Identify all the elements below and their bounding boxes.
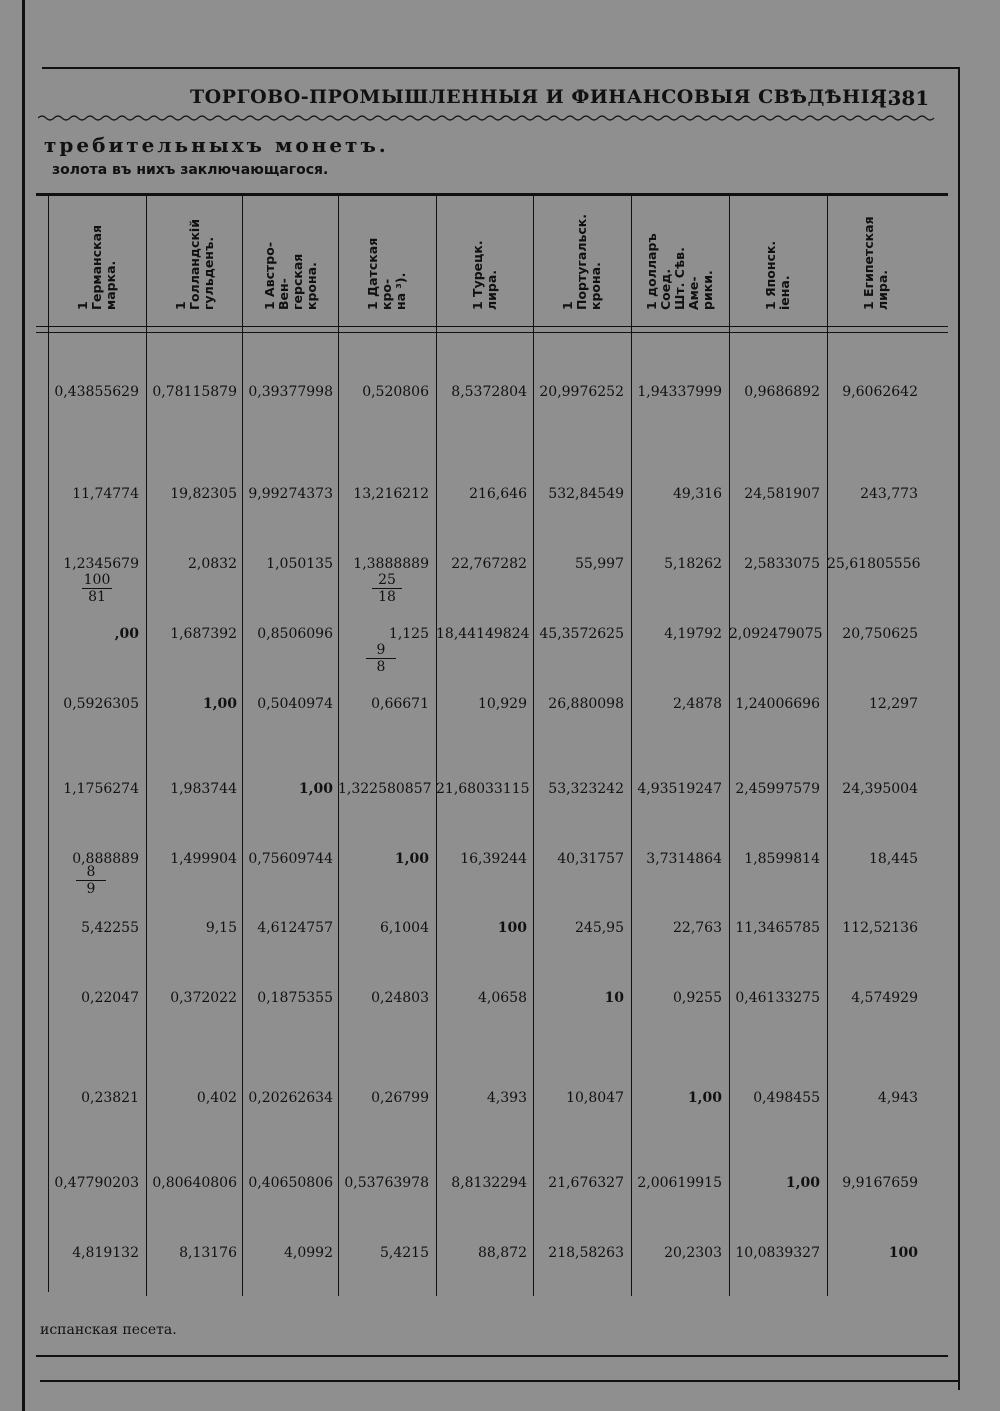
column-header — [730, 200, 826, 324]
left-margin-rule — [22, 0, 25, 1411]
column-header-label: 1 Датская кро- на ³). — [365, 237, 408, 310]
table-cell: 2,092479075 — [729, 626, 823, 642]
table-cell: 0,1875355 — [257, 990, 333, 1006]
table-cell: 40,31757 — [557, 851, 624, 867]
table-cell: 0,9686892 — [744, 384, 820, 400]
table-cell: 11,3465785 — [735, 920, 820, 936]
table-cell: 8,13176 — [179, 1245, 237, 1261]
table-cell: 245,95 — [575, 920, 624, 936]
table-cell: 0,39377998 — [248, 384, 333, 400]
table-cell: 0,372022 — [170, 990, 237, 1006]
table-cell: 0,23821 — [81, 1090, 139, 1106]
table-cell: 1,00 — [394, 851, 429, 867]
table-cell: 88,872 — [478, 1245, 527, 1261]
column-header-label: 1 Португальск. крона. — [560, 213, 604, 311]
table-cell: 9,15 — [205, 920, 237, 936]
fraction-100-81: $\frac{100}{81}$ — [83, 572, 111, 605]
fraction-9-8: $\frac{9}{8}$ — [366, 642, 396, 675]
table-cell: 2,00619915 — [637, 1175, 722, 1191]
table-cell: 1,8599814 — [744, 851, 820, 867]
table-cell: 4,819132 — [72, 1245, 139, 1261]
table-cell: 0,75609744 — [248, 851, 333, 867]
running-header-title: ТОРГОВО-ПРОМЫШЛЕННЫЯ И ФИНАНСОВЫЯ СВѢДѢНIЯ. — [190, 86, 895, 108]
table-cell: 0,5040974 — [257, 696, 333, 712]
table-cell: 9,99274373 — [248, 486, 333, 502]
table-cell: 0,5926305 — [63, 696, 139, 712]
table-cell: 25,61805556 — [827, 556, 921, 572]
table-cell: 5,42255 — [81, 920, 139, 936]
table-cell: 0,80640806 — [152, 1175, 237, 1191]
table-cell: 0,24803 — [371, 990, 429, 1006]
table-cell: 18,44149824 — [436, 626, 530, 642]
column-header-label: 1 Австро-Вен- герская крона. — [262, 241, 319, 310]
table-cell: 4,943 — [877, 1090, 918, 1106]
column-header-label: 1 Турецк. лира. — [470, 240, 499, 310]
table-cell: 1,00 — [202, 696, 237, 712]
table-cell: 21,68033115 — [436, 781, 530, 797]
table-cell: 8,8132294 — [451, 1175, 527, 1191]
table-cell: 9,9167659 — [842, 1175, 918, 1191]
table-cell: 5,4215 — [380, 1245, 429, 1261]
column-divider — [533, 196, 534, 1296]
table-cell: 13,216212 — [353, 486, 429, 502]
table-cell: 1,983744 — [170, 781, 237, 797]
table-cell: 26,880098 — [548, 696, 624, 712]
table-cell: 20,750625 — [842, 626, 918, 642]
table-cell: 8,5372804 — [451, 384, 527, 400]
table-bottom-rule — [36, 1355, 948, 1357]
table-cell: 20,2303 — [664, 1245, 722, 1261]
table-cell: 4,6124757 — [257, 920, 333, 936]
table-cell: 0,66671 — [371, 696, 429, 712]
table-cell: 22,763 — [673, 920, 722, 936]
table-cell: 1,050135 — [266, 556, 333, 572]
table-cell: 0,46133275 — [735, 990, 820, 1006]
table-cell: 0,78115879 — [152, 384, 237, 400]
table-cell: 12,297 — [869, 696, 918, 712]
table-cell: 6,1004 — [380, 920, 429, 936]
column-divider — [729, 196, 730, 1296]
table-cell: 218,58263 — [548, 1245, 624, 1261]
table-cell: 112,52136 — [842, 920, 918, 936]
table-cell: 22,767282 — [451, 556, 527, 572]
table-cell: 20,9976252 — [539, 384, 624, 400]
table-cell: 53,323242 — [548, 781, 624, 797]
column-header — [437, 200, 533, 324]
section-subheading: золота въ нихъ заключающагося. — [52, 162, 329, 178]
table-cell: 2,5833075 — [744, 556, 820, 572]
table-cell: 4,0658 — [478, 990, 527, 1006]
table-cell: 5,18262 — [664, 556, 722, 572]
fraction-25-18: $\frac{25}{18}$ — [372, 572, 402, 605]
table-cell: 0,26799 — [371, 1090, 429, 1106]
table-cell: 1,125 — [388, 626, 429, 642]
frame-right-rule — [958, 67, 960, 1390]
column-header — [632, 200, 728, 324]
table-top-rule — [36, 193, 948, 196]
table-cell: 10,929 — [478, 696, 527, 712]
table-cell: 0,402 — [196, 1090, 237, 1106]
table-cell: 0,53763978 — [344, 1175, 429, 1191]
table-cell: 1,00 — [298, 781, 333, 797]
table-cell: 0,8506096 — [257, 626, 333, 642]
column-header-label: 1 долларъ Соед. Шт. Сѣв. Аме- рики. — [644, 233, 715, 310]
table-cell: 1,00 — [785, 1175, 820, 1191]
table-cell: 4,93519247 — [637, 781, 722, 797]
header-rule-lower — [36, 332, 948, 333]
table-cell: 9,6062642 — [842, 384, 918, 400]
table-cell: 243,773 — [860, 486, 918, 502]
frame-bottom-rule — [40, 1380, 958, 1382]
fraction-8-9: $\frac{8}{9}$ — [76, 864, 106, 897]
column-divider — [827, 196, 828, 1296]
table-cell: 0,498455 — [753, 1090, 820, 1106]
column-header-label: 1 Японск. іена. — [763, 240, 792, 310]
table-cell: 0,40650806 — [248, 1175, 333, 1191]
table-cell: 1,00 — [687, 1090, 722, 1106]
frame-top-rule — [42, 67, 960, 69]
table-cell: 1,499904 — [170, 851, 237, 867]
table-cell: 216,646 — [469, 486, 527, 502]
table-cell: 100 — [888, 1245, 918, 1261]
column-divider — [631, 196, 632, 1296]
table-cell: 49,316 — [673, 486, 722, 502]
column-header — [339, 200, 435, 324]
table-cell: 1,24006696 — [735, 696, 820, 712]
footnote: испанская песета. — [40, 1322, 177, 1338]
header-rule-upper — [36, 326, 948, 327]
table-cell: 4,393 — [486, 1090, 527, 1106]
table-cell: 1,2345679 — [63, 556, 139, 572]
column-header-label: 1 Египетская лира. — [861, 216, 890, 310]
table-cell: 0,43855629 — [54, 384, 139, 400]
table-cell: 24,395004 — [842, 781, 918, 797]
table-cell: 0,9255 — [673, 990, 722, 1006]
table-cell: 2,0832 — [188, 556, 237, 572]
table-cell: 0,22047 — [81, 990, 139, 1006]
table-cell: 45,3572625 — [539, 626, 624, 642]
wavy-rule — [38, 114, 938, 122]
table-cell: 1,94337999 — [637, 384, 722, 400]
column-header — [534, 200, 630, 324]
column-header-label: 1 Германская марка. — [75, 224, 118, 310]
table-cell: 21,676327 — [548, 1175, 624, 1191]
table-cell: 1,3888889 — [353, 556, 429, 572]
table-cell: ,00 — [114, 626, 139, 642]
column-divider — [242, 196, 243, 1296]
table-cell: 532,84549 — [548, 486, 624, 502]
column-divider — [338, 196, 339, 1296]
table-cell: 24,581907 — [744, 486, 820, 502]
column-divider — [48, 196, 49, 1292]
table-cell: 4,19792 — [664, 626, 722, 642]
table-cell: 3,7314864 — [646, 851, 722, 867]
column-header — [828, 200, 924, 324]
table-cell: 11,74774 — [72, 486, 139, 502]
table-cell: 2,45997579 — [735, 781, 820, 797]
table-cell: 1,1756274 — [63, 781, 139, 797]
table-cell: 1,322580857 — [338, 781, 432, 797]
table-cell: 0,520806 — [362, 384, 429, 400]
table-cell: 18,445 — [869, 851, 918, 867]
table-cell: 55,997 — [575, 556, 624, 572]
table-cell: 1,687392 — [170, 626, 237, 642]
table-cell: 19,82305 — [170, 486, 237, 502]
table-cell: 10,0839327 — [735, 1245, 820, 1261]
column-header — [243, 200, 339, 324]
column-header — [49, 200, 145, 324]
table-cell: 0,47790203 — [54, 1175, 139, 1191]
table-cell: 0,888889 — [72, 851, 139, 867]
table-cell: 4,0992 — [284, 1245, 333, 1261]
section-heading: требительныхъ монетъ. — [44, 133, 389, 157]
table-cell: 100 — [497, 920, 527, 936]
table-cell: 10,8047 — [566, 1090, 624, 1106]
page-number: [381 — [878, 86, 930, 110]
table-cell: 10 — [604, 990, 624, 1006]
table-cell: 0,20262634 — [248, 1090, 333, 1106]
column-divider — [436, 196, 437, 1296]
column-divider — [146, 196, 147, 1296]
table-cell: 2,4878 — [673, 696, 722, 712]
column-header-label: 1 Голландскій гульденъ. — [173, 219, 216, 310]
column-header — [147, 200, 243, 324]
table-cell: 16,39244 — [460, 851, 527, 867]
table-cell: 4,574929 — [851, 990, 918, 1006]
